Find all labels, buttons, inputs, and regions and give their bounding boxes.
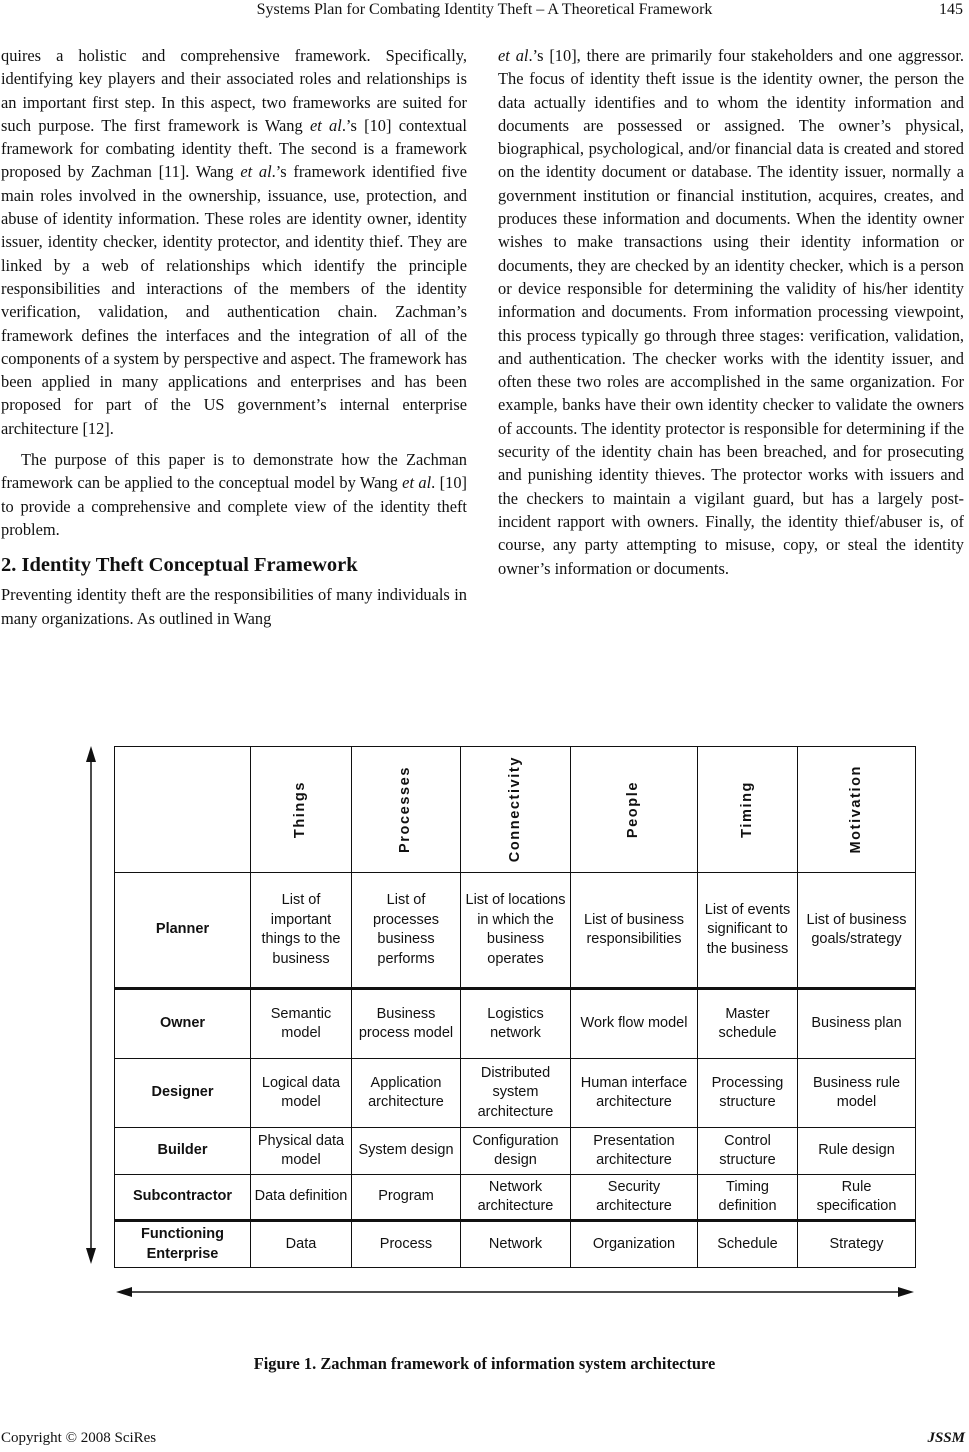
vertical-double-arrow <box>86 746 96 1264</box>
table-cell: Business plan <box>798 989 916 1059</box>
table-cell: List of processes business performs <box>352 873 461 989</box>
row-label: Subcontractor <box>115 1175 251 1221</box>
table-cell: Process <box>352 1221 461 1268</box>
column-label: Things <box>292 780 309 839</box>
italic-et-al: et al <box>240 162 272 182</box>
table-cell: Business process model <box>352 989 461 1059</box>
text-span: .’s framework identified five main roles involved in the ownership, issuance, use, protection, and abuse of identity information. These roles are identity owner, identity issuer, identity checker, identity protector, and identity thief. They are linked by a web of relationships which identify the principle responsibilities and interactions of the members of the identity verification, validation, and authentication chain. Zachman’s framework defines the interfaces and the integration of all of the components of a system by perspective and aspect. The framework has been applied in many applications and enterprises and has been proposed for part of the US government’s internal enterprise architecture [12]. <box>1 162 467 438</box>
table-cell: Processing structure <box>698 1059 798 1128</box>
right-column <box>498 44 964 580</box>
column-header <box>352 747 461 873</box>
running-header <box>0 0 969 22</box>
journal-abbreviation: JSSM <box>927 1430 965 1446</box>
column-label: Connectivity <box>506 756 523 863</box>
table-cell: Logistics network <box>461 989 571 1059</box>
table-cell: Timing definition <box>698 1175 798 1221</box>
table-cell: Control structure <box>698 1128 798 1175</box>
paragraph-2 <box>1 448 467 541</box>
header-row <box>115 747 916 873</box>
table-cell: Master schedule <box>698 989 798 1059</box>
paragraph-3: Preventing identity theft are the responsibilities of many individuals in many organizations. As outlined in Wang <box>1 585 467 628</box>
table-cell: Application architecture <box>352 1059 461 1128</box>
table-cell: Rule specification <box>798 1175 916 1221</box>
table-cell: Configuration design <box>461 1128 571 1175</box>
page-number: 145 <box>939 1 963 18</box>
column-label: Timing <box>738 781 755 838</box>
table-row <box>115 1128 916 1175</box>
column-header <box>798 747 916 873</box>
column-header <box>571 747 698 873</box>
table-cell: Organization <box>571 1221 698 1268</box>
table-cell: Human interface architecture <box>571 1059 698 1128</box>
arrow-head-right-icon <box>898 1287 914 1297</box>
table-cell: Strategy <box>798 1221 916 1268</box>
text-span: .’s [10], there are primarily four stakeholders and one aggressor. The focus of identity theft issue is the identity owner, the person the data actually identifies and to whom the identity information and documents are possessed or assigned. The owner’s physical, biographical, psychological, and/or financial data is created and stored on the identity document or database. The identity issuer, normally a government institution or financial institution, acquires, creates, and produces these information and documents. When the identity owner wishes to make transactions using their identity information or documents, they are checked by an identity checker, which is a person or device responsible for determining the validity of his/her identity information and documents. From information processing viewpoint, this process typically go through three stages: verification, validation, and authentication. The checker works with the identity issuer, and often these two roles are accomplished in the same organization. For example, banks have their own identity checker to validate the owners of accounts. The identity protector is responsible for determining if the security of the identity chain has been breached, and for prosecuting and punishing identity thieves. The protector works with issuers and the checkers to maintain a vigilant guard, but has a largely post-incident rapport with owners. Finally, the identity thief/abuser is, of course, any party attempting to misuse, copy, or steal the identity owner’s information or documents. <box>498 46 964 578</box>
table-cell: Program <box>352 1175 461 1221</box>
table-row <box>115 989 916 1059</box>
italic-et-al: et al <box>498 46 529 65</box>
paragraph-1 <box>1 44 467 440</box>
table-cell: Schedule <box>698 1221 798 1268</box>
text-span: . [10] to provide a comprehensive and complete view of the identity theft problem. <box>1 473 467 539</box>
table-cell: List of locations in which the business operates <box>461 873 571 989</box>
table-row <box>115 873 916 989</box>
table-cell: List of business responsibilities <box>571 873 698 989</box>
text-span: quires a holistic and comprehensive framework. Specifically, identifying key players and their associated roles and relationships is an important first step. In this aspect, two frameworks are suited for such purpose. The first framework is Wang <box>1 46 467 135</box>
horizontal-double-arrow <box>116 1287 914 1297</box>
arrow-head-left-icon <box>116 1287 132 1297</box>
italic-et-al: et al <box>309 115 342 135</box>
table-cell: List of business goals/strategy <box>798 873 916 989</box>
table-cell: Business rule model <box>798 1059 916 1128</box>
corner-cell <box>115 747 251 873</box>
table-cell: Rule design <box>798 1128 916 1175</box>
text-span: The purpose of this paper is to demonstrate how the Zachman framework can be applied to the conceptual model by Wang <box>1 450 467 493</box>
paragraph-4 <box>498 44 964 580</box>
row-label: Designer <box>115 1059 251 1128</box>
table-row <box>115 1059 916 1128</box>
running-title: Systems Plan for Combating Identity Theft – A Theoretical Framework <box>256 1 713 18</box>
table-row <box>115 1175 916 1221</box>
column-label: People <box>625 780 642 839</box>
column-label: Processes <box>397 766 414 853</box>
zachman-table <box>114 746 916 1268</box>
table-cell: Security architecture <box>571 1175 698 1221</box>
table-cell: Logical data model <box>251 1059 352 1128</box>
arrow-head-down-icon <box>86 1248 96 1264</box>
table-cell: Data definition <box>251 1175 352 1221</box>
row-label: Planner <box>115 873 251 989</box>
column-header <box>698 747 798 873</box>
table-cell: Distributed system architecture <box>461 1059 571 1128</box>
text-span: .’s [10] contextual framework for combating identity theft. The second is a framework proposed by Zachman [11]. Wang <box>1 115 467 182</box>
column-header <box>461 747 571 873</box>
table-cell: System design <box>352 1128 461 1175</box>
table-cell: Network architecture <box>461 1175 571 1221</box>
column-label: Motivation <box>847 765 864 854</box>
table-cell: Work flow model <box>571 989 698 1059</box>
row-label: Owner <box>115 989 251 1059</box>
section-heading: 2. Identity Theft Conceptual Framework <box>1 554 358 577</box>
table-cell: Physical data model <box>251 1128 352 1175</box>
table-cell: List of events significant to the business <box>698 873 798 989</box>
table-cell: Network <box>461 1221 571 1268</box>
copyright-notice: Copyright © 2008 SciRes <box>1 1430 157 1446</box>
figure-caption: Figure 1. Zachman framework of information system architecture <box>253 1354 716 1373</box>
row-label: Functioning Enterprise <box>115 1221 251 1268</box>
table-cell: Presentation architecture <box>571 1128 698 1175</box>
left-column <box>1 44 467 630</box>
table-row <box>115 1221 916 1268</box>
arrow-head-up-icon <box>86 746 96 762</box>
italic-et-al: et al <box>402 473 432 493</box>
table-cell: Data <box>251 1221 352 1268</box>
row-label: Builder <box>115 1128 251 1175</box>
column-header <box>251 747 352 873</box>
table-cell: List of important things to the business <box>251 873 352 989</box>
table-cell: Semantic model <box>251 989 352 1059</box>
